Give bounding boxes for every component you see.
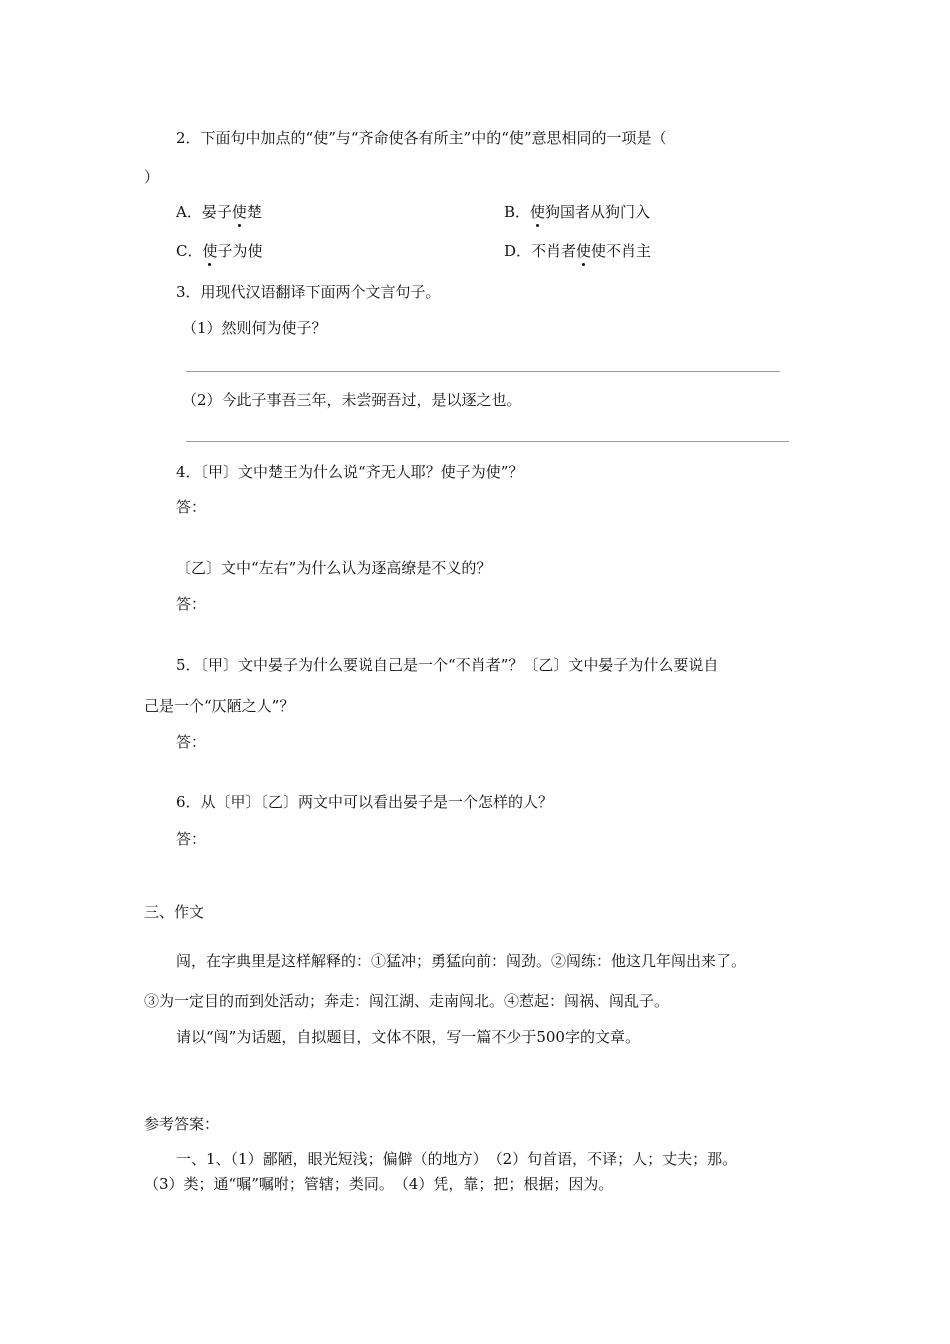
q5-answer: 答： bbox=[176, 733, 207, 751]
answers-line-2: （3）类；通“嘱”嘱咐；管辖；类同。 （4）凭，靠；把；根据；因为。 bbox=[144, 1175, 614, 1193]
q2-stem-end: ） bbox=[144, 168, 160, 186]
q4-part-a: 4．〔甲〕文中楚王为什么说“齐无人耶？使子为使”？ bbox=[176, 463, 524, 481]
q4-part-a-answer: 答： bbox=[176, 498, 207, 516]
answers-line-1: 一、1、（1）鄙陋，眼光短浅；偏僻（的地方） （2）句首语，不译；人；丈夫；那。 bbox=[176, 1150, 738, 1168]
q2-stem: 2．下面句中加点的“使”与“齐命使各有所主”中的“使”意思相同的一项是（ bbox=[176, 129, 667, 147]
answer-line-1[interactable] bbox=[186, 371, 780, 372]
essay-para-2: 请以“闯”为话题，自拟题目，文体不限，写一篇不少于500字的文章。 bbox=[176, 1028, 640, 1046]
q5-line-2: 己是一个“仄陋之人”？ bbox=[144, 697, 295, 715]
essay-para-1b: ③为一定目的而到处活动；奔走：闯江湖、走南闯北。④惹起：闯祸、闯乱子。 bbox=[144, 992, 670, 1010]
answer-line-2[interactable] bbox=[186, 441, 789, 442]
q4-part-b-answer: 答： bbox=[176, 595, 207, 613]
q6-stem: 6．从〔甲〕〔乙〕两文中可以看出晏子是一个怎样的人？ bbox=[176, 793, 554, 811]
emphasis-dot-char: 使 bbox=[202, 242, 218, 260]
q6-answer: 答： bbox=[176, 830, 207, 848]
q3-sentence-1: （1）然则何为使子？ bbox=[182, 319, 327, 337]
q3-sentence-2: （2）今此子事吾三年，未尝弼吾过，是以逐之也。 bbox=[182, 391, 522, 409]
q2-option-b: B．使狗国者从狗门入 bbox=[504, 203, 651, 221]
emphasis-dot-char: 使 bbox=[530, 203, 546, 221]
q2-option-d: D．不肖者使使不肖主 bbox=[504, 242, 652, 260]
essay-heading: 三、作文 bbox=[144, 903, 205, 921]
q5-line-1: 5．〔甲〕文中晏子为什么要说自己是一个“不肖者”？〔乙〕文中晏子为什么要说自 bbox=[176, 656, 719, 674]
essay-para-1a: 闯，在字典里是这样解释的：①猛冲；勇猛向前：闯劲。②闯练：他这几年闯出来了。 bbox=[176, 952, 747, 970]
answers-heading: 参考答案： bbox=[144, 1115, 220, 1133]
q4-part-b: 〔乙〕文中“左右”为什么认为逐高缭是不义的？ bbox=[176, 559, 492, 577]
q2-option-c: C．使子为使 bbox=[176, 242, 263, 260]
q3-stem: 3．用现代汉语翻译下面两个文言句子。 bbox=[176, 283, 441, 301]
emphasis-dot-char: 使 bbox=[576, 242, 592, 260]
q2-option-a: A．晏子使楚 bbox=[176, 203, 262, 221]
emphasis-dot-char: 使 bbox=[231, 203, 247, 221]
